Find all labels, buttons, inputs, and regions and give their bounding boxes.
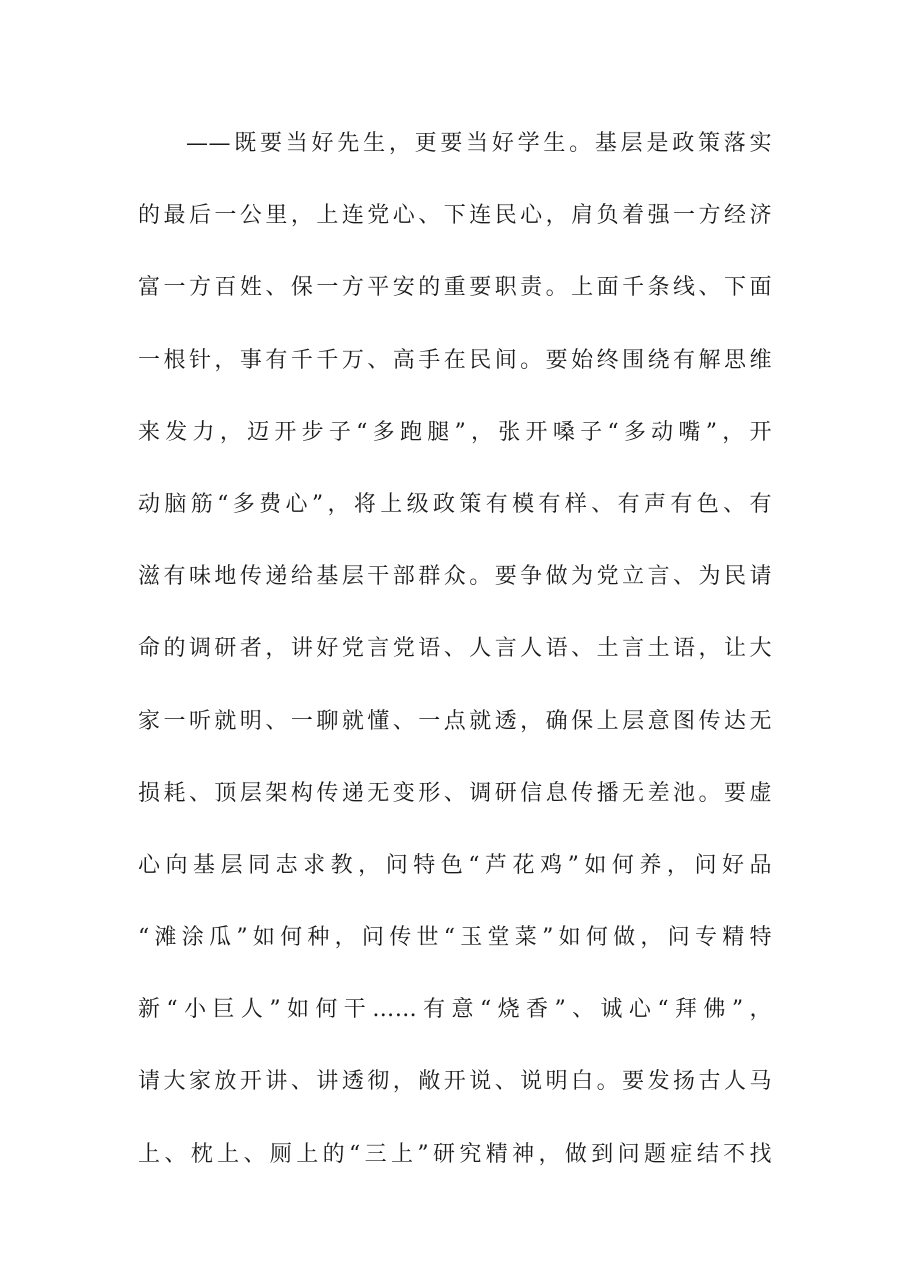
text-line: 请大家放开讲、讲透彻，敞开说、说明白。要发扬古人马	[138, 1069, 772, 1095]
text-line: 一根针，事有千千万、高手在民间。要始终围绕有解思维	[138, 347, 772, 373]
text-line: 新“小巨人”如何干……有意“烧香”、诚心“拜佛”，	[138, 997, 772, 1023]
text-line: 的最后一公里，上连党心、下连民心，肩负着强一方经济	[138, 203, 772, 229]
text-line: 滋有味地传递给基层干部群众。要争做为党立言、为民请	[138, 564, 772, 590]
text-line: 动脑筋“多费心”，将上级政策有模有样、有声有色、有	[138, 491, 772, 517]
text-line: “滩涂瓜”如何种，问传世“玉堂菜”如何做，问专精特	[138, 925, 772, 951]
text-line: 富一方百姓、保一方平安的重要职责。上面千条线、下面	[138, 275, 772, 301]
text-line: 命的调研者，讲好党言党语、人言人语、土言土语，让大	[138, 636, 772, 662]
paragraph	[138, 118, 772, 1201]
text-line: 心向基层同志求教，问特色“芦花鸡”如何养，问好品	[138, 852, 772, 878]
text-line: 损耗、顶层架构传递无变形、调研信息传播无差池。要虚	[138, 780, 772, 806]
text-line: ——既要当好先生，更要当好学生。基层是政策落实	[186, 131, 772, 156]
text-line: 来发力，迈开步子“多跑腿”，张开嗓子“多动嘴”，开	[138, 419, 772, 445]
text-line: 上、枕上、厕上的“三上”研究精神，做到问题症结不找	[138, 1141, 772, 1167]
text-line: 家一听就明、一聊就懂、一点就透，确保上层意图传达无	[138, 708, 772, 734]
